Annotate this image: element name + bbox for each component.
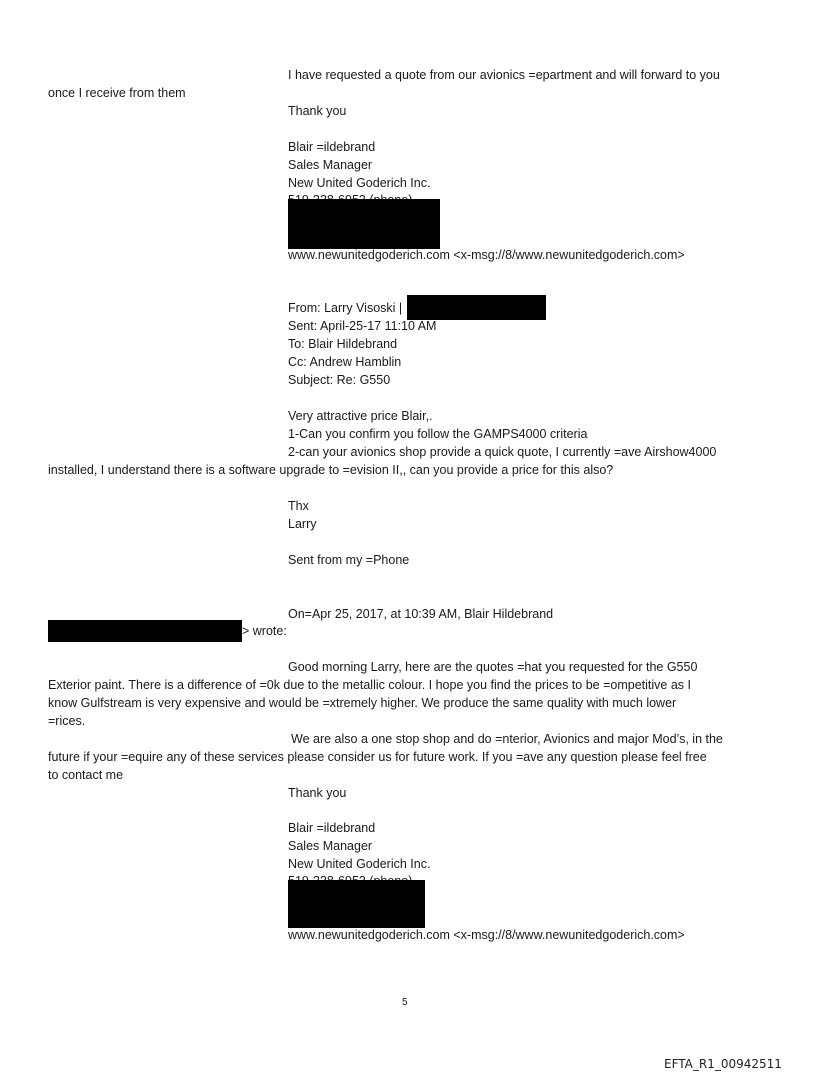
email-sent: Sent: April-25-17 11:10 AM	[288, 319, 437, 333]
signature-title: Sales Manager	[288, 158, 373, 172]
quoted-body-line: Exterior paint. There is a difference of =0k due to the metallic colour. I hope you find the prices to be =ompetitive as I	[48, 678, 691, 692]
email-subject: Subject: Re: G550	[288, 373, 391, 387]
email-to: To: Blair Hildebrand	[288, 337, 398, 351]
request-continuation: once I receive from them	[48, 86, 186, 100]
reply-body-line: 2-can your avionics shop provide a quick quote, I currently =ave Airshow4000	[288, 445, 717, 459]
quoted-wrote: > wrote:	[242, 624, 287, 638]
signature-name: Blair =ildebrand	[288, 140, 376, 154]
quoted-body-line: =rices.	[48, 714, 86, 728]
quoted-body-line: to contact me	[48, 768, 124, 782]
quoted-body-line: Good morning Larry, here are the quotes =hat you requested for the G550	[288, 660, 698, 674]
reply-body-line: Very attractive price Blair,.	[288, 409, 433, 423]
thanks-line: Thank you	[288, 104, 347, 118]
document-id: EFTA_R1_00942511	[664, 1057, 782, 1071]
quoted-body-line: future if your =equire any of these services please consider us for future work. If you =ave any question please feel free	[48, 750, 707, 764]
redaction-box	[288, 199, 440, 249]
page-number: 5	[402, 997, 408, 1008]
redaction-box	[48, 620, 242, 642]
reply-body-line: installed, I understand there is a software upgrade to =evision II,, can you provide a price for this also?	[48, 463, 614, 477]
signature-title: Sales Manager	[288, 839, 373, 853]
redaction-box	[407, 295, 546, 320]
signature-website: www.newunitedgoderich.com <x-msg://8/www.newunitedgoderich.com>	[288, 248, 685, 262]
reply-sent-from: Sent from my =Phone	[288, 553, 410, 567]
email-from: From: Larry Visoski |	[288, 301, 403, 315]
quoted-header-line: On=Apr 25, 2017, at 10:39 AM, Blair Hildebrand	[288, 607, 554, 621]
signature-company: New United Goderich Inc.	[288, 176, 431, 190]
signature-website: www.newunitedgoderich.com <x-msg://8/www.newunitedgoderich.com>	[288, 928, 685, 942]
signature-name: Blair =ildebrand	[288, 821, 376, 835]
reply-name: Larry	[288, 517, 317, 531]
reply-thx: Thx	[288, 499, 309, 513]
email-cc: Cc: Andrew Hamblin	[288, 355, 402, 369]
redaction-box	[288, 880, 425, 928]
request-line: I have requested a quote from our avionics =epartment and will forward to you	[288, 68, 720, 82]
reply-body-line: 1-Can you confirm you follow the GAMPS4000 criteria	[288, 427, 588, 441]
quoted-body-line: We are also a one stop shop and do =nterior, Avionics and major Mod’s, in the	[291, 732, 723, 746]
signature-company: New United Goderich Inc.	[288, 857, 431, 871]
thanks-line: Thank you	[288, 786, 347, 800]
quoted-body-line: know Gulfstream is very expensive and would be =xtremely higher. We produce the same quality with much lower	[48, 696, 677, 710]
